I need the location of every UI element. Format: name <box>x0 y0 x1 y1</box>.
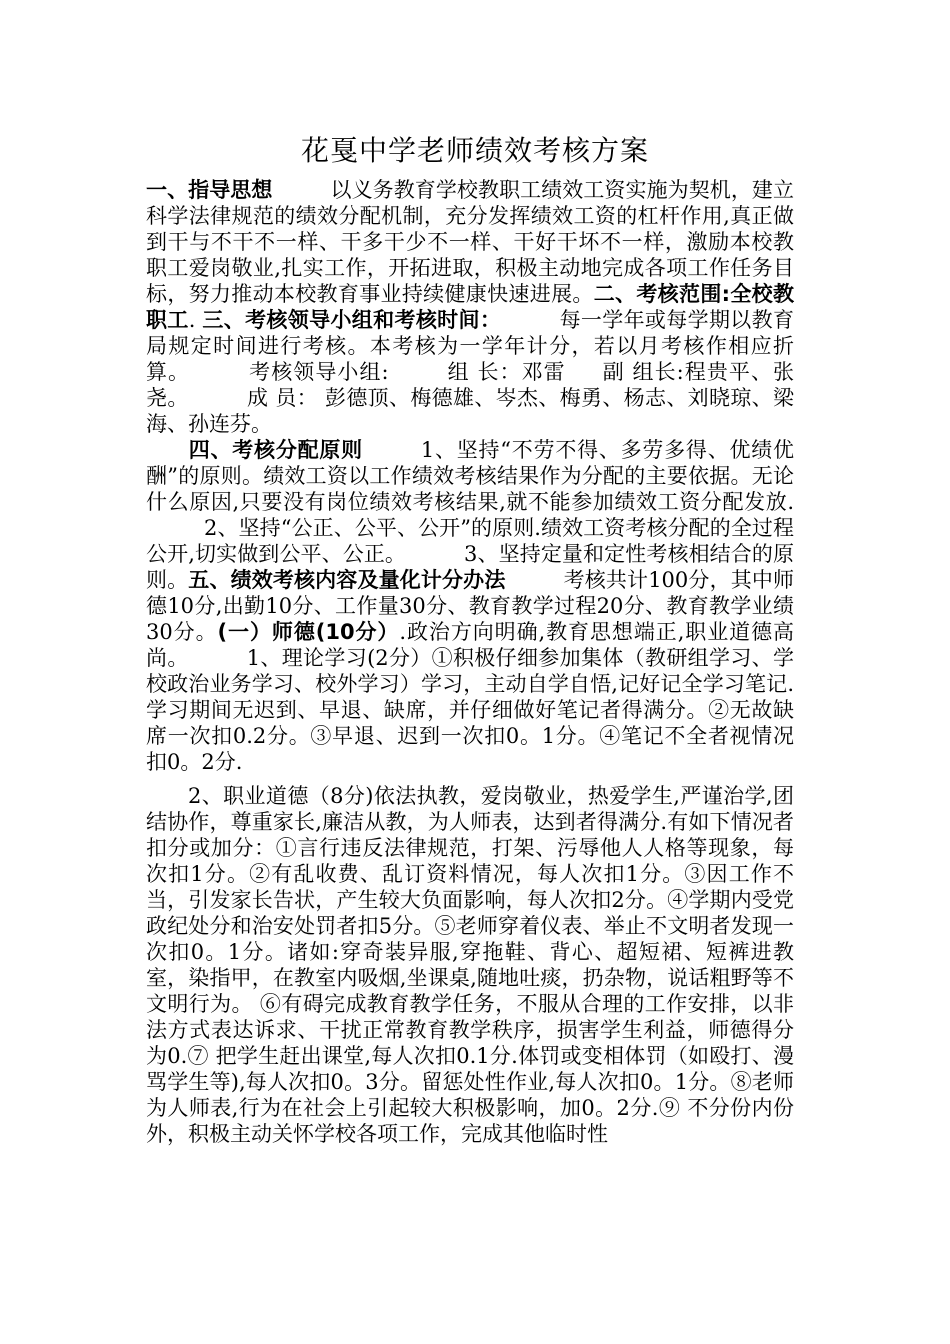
section-text-guiding-thought: 以义务教育学校教职工绩效工资实施为契机，建立科学法律规范的绩效分配机制，充分发挥绩效工资的杠杆作用,真正做到干与不干不一样、干多干少不一样、干好干坏不一样，激励本校教职工爱岗敬业,扎实工作，开拓进取，积极主动地完成各项工作任务目标，努力推动本校教育事业持续健康快速进展。 <box>146 178 795 306</box>
section-text-content: 考核共计100分，其中师德10分,出勤10分、工作量30分、教育教学过程20分、教育教学业绩30分。 <box>146 568 794 644</box>
section-text-leadership: 每一学年或每学期以教育局规定时间进行考核。本考核为一学年计分，若以月考核作相应折算。 <box>146 308 794 384</box>
section-scope-tail: . <box>188 308 196 332</box>
paragraph-ethics-item-2 <box>146 783 794 1147</box>
leadership-leader: 组 长：邓雷 <box>446 360 566 384</box>
paragraph-main <box>146 177 794 775</box>
subsection-heading-ethics: (一）师德(10分） <box>217 620 400 644</box>
principle-2: 2、坚持“公正、公平、公开”的原则.绩效工资考核分配的全过程公开,切实做到公平、公正。 <box>146 516 794 566</box>
subsection-text-ethics: .政治方向明确,教育思想端正,职业道德高尚。 <box>146 620 794 670</box>
leadership-members: 成 员： 彭德顶、梅德雄、岑杰、梅勇、杨志、刘晓琼、梁海、孙连芬。 <box>146 386 794 436</box>
principle-1: 1、坚持“不劳不得、多劳多得、优绩优酬”的原则。绩效工资以工作绩效考核结果作为分配的主要依据。无论什么原因,只要没有岗位绩效考核结果,就不能参加绩效工资分配发放. <box>146 438 794 514</box>
principle-3: 3、坚持定量和定性考核相结合的原则。 <box>146 542 794 592</box>
section-heading-scope: 二、考核范围:全校教职工 <box>146 282 794 332</box>
ethics-item-1: 1、理论学习(2分）①积极仔细参加集体（教研组学习、学校政治业务学习、校外学习）学习，主动自学自悟,记好记全学习笔记.学习期间无迟到、早退、缺席，并仔细做好笔记者得满分。②无故缺席一次扣0.2分。③早退、迟到一次扣0。1分。④笔记不全者视情况扣0。2分. <box>146 646 795 774</box>
section-heading-leadership: 三、考核领导小组和考核时间： <box>202 308 502 332</box>
ethics-item-2: 2、职业道德（8分)依法执教，爱岗敬业，热爱学生,严谨治学,团结协作，尊重家长,廉洁从教，为人师表，达到者得满分.有如下情况者扣分或加分：①言行违反法律规范，打架、污辱他人人格等现象，每次扣1分。②有乱收费、乱订资料情况，每人次扣1分。③因工作不当，引发家长告状，产生较大负面影响，每人次扣2分。④学期内受党政纪处分和治安处罚者扣5分。⑤老师穿着仪表、举止不文明者发现一次扣0。1分。诸如:穿奇装异服,穿拖鞋、背心、超短裙、短裤进教室，染指甲，在教室内吸烟,坐课桌,随地吐痰，扔杂物，说话粗野等不文明行为。 ⑥有碍完成教育教学任务，不服从合理的工作安排，以非法方式表达诉求、干扰正常教育教学秩序，损害学生利益，师德得分为0.⑦ 把学生赶出课堂,每人次扣0.1分.体罚或变相体罚（如殴打、漫骂学生等),每人次扣0。3分。留惩处性作业,每人次扣0。1分。⑧老师为人师表,行为在社会上引起较大积极影响，加0。2分.⑨ 不分份内份外，积极主动关怀学校各项工作，完成其他临时性 <box>146 784 794 1146</box>
leadership-group-label: 考核领导小组: <box>248 360 389 384</box>
section-heading-guiding-thought: 一、指导思想 <box>146 178 273 202</box>
document-body <box>146 177 794 1147</box>
document-title: 花戛中学老师绩效考核方案 <box>300 134 649 167</box>
leadership-deputy: 副 组长:程贵平、张尧。 <box>146 360 795 410</box>
section-heading-principles: 四、考核分配原则 <box>188 438 363 462</box>
section-heading-content: 五、绩效考核内容及量化计分办法 <box>188 568 506 592</box>
